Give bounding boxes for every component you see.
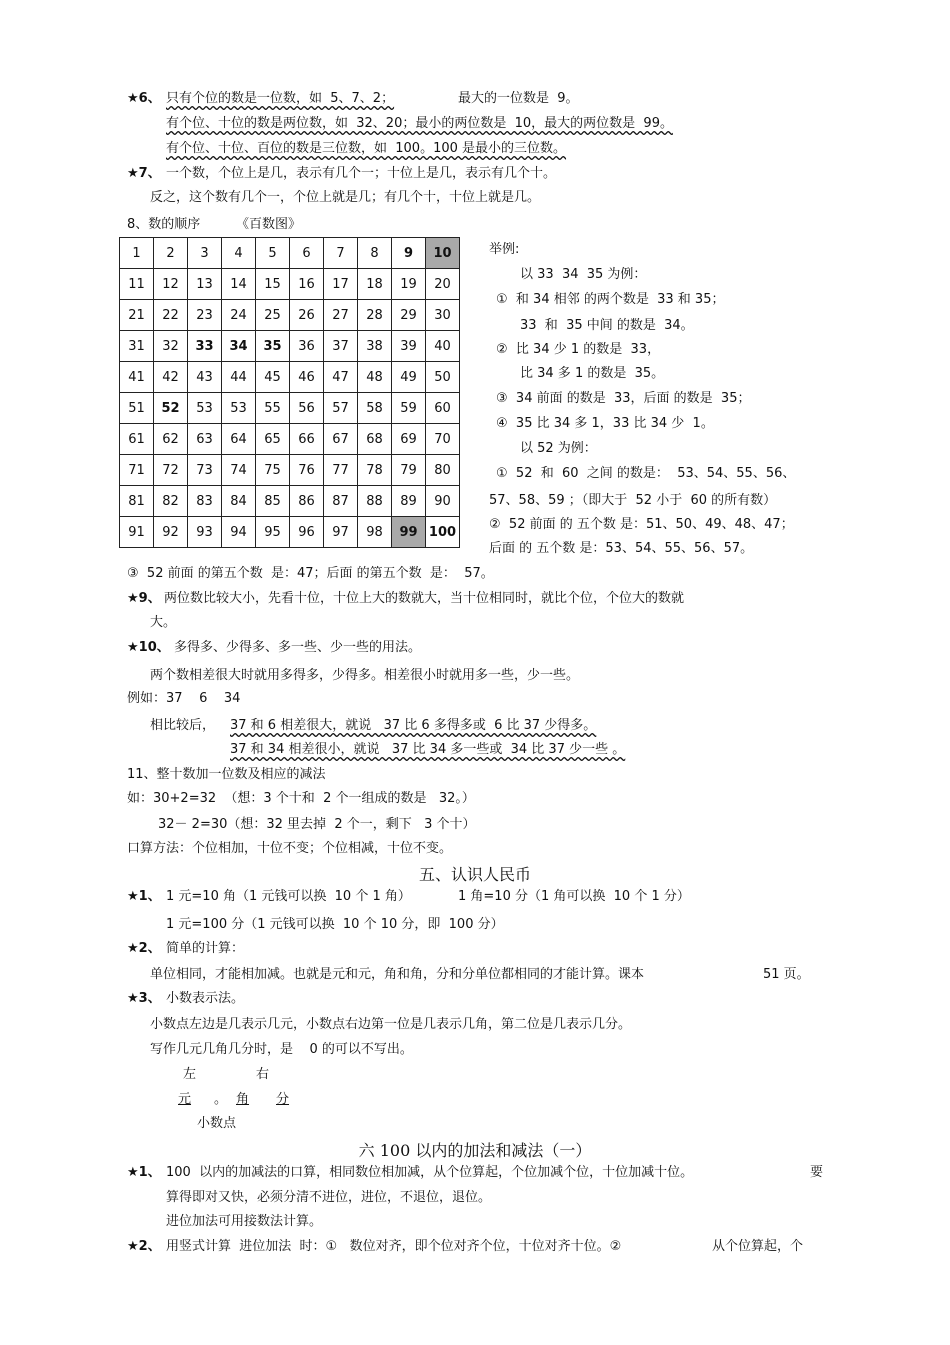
hundred-chart-cell: 46 (290, 362, 324, 393)
hundred-chart-cell: 9 (392, 238, 426, 269)
item-10-line1: 多得多、少得多、多一些、少一些的用法。 (174, 640, 422, 655)
hundred-chart-cell: 34 (222, 331, 256, 362)
hundred-chart-cell: 7 (324, 238, 358, 269)
s6-item-2-line1b: 从个位算起，个 (712, 1239, 804, 1254)
hundred-chart-cell: 39 (392, 331, 426, 362)
decimal-jiao: 角 (236, 1092, 250, 1107)
hundred-chart-cell: 49 (392, 362, 426, 393)
s5-item-3-line2: 小数点左边是几表示几元，小数点右边第一位是几表示几角，第二位是几表示几分。 (150, 1017, 632, 1032)
hundred-chart-row (120, 269, 460, 300)
hundred-chart-cell: 3 (188, 238, 222, 269)
hundred-chart-row (120, 300, 460, 331)
hundred-chart-cell: 93 (188, 517, 222, 548)
hundred-chart-cell: 45 (256, 362, 290, 393)
hundred-chart-cell: 52 (154, 393, 188, 424)
hundred-chart-cell: 8 (358, 238, 392, 269)
hundred-chart-cell: 17 (324, 269, 358, 300)
hundred-chart-cell: 71 (120, 455, 154, 486)
item-6-line2: 有个位、十位的数是两位数，如 32、20；最小的两位数是 10，最大的两位数是 99。 (166, 116, 673, 131)
s6-item-1-line3: 进位加法可用接数法计算。 (166, 1214, 323, 1229)
hundred-chart-cell: 51 (120, 393, 154, 424)
item-11-line1: 如：30+2=32 （想：3 个十和 2 个一组成的数是 32。） (127, 791, 475, 806)
hundred-chart-cell: 53 (188, 393, 222, 424)
hundred-chart-cell: 47 (324, 362, 358, 393)
hundred-chart-cell: 29 (392, 300, 426, 331)
hundred-chart-cell: 2 (154, 238, 188, 269)
hundred-chart-cell: 41 (120, 362, 154, 393)
hundred-chart-cell: 6 (290, 238, 324, 269)
hundred-chart-cell: 36 (290, 331, 324, 362)
hundred-chart-cell: 31 (120, 331, 154, 362)
hundred-chart-cell: 78 (358, 455, 392, 486)
hundred-chart-row (120, 424, 460, 455)
item-10-line2: 两个数相差很大时就用多得多，少得多。相差很小时就用多一些，少一些。 (150, 668, 580, 683)
example-a0: 以 33 34 35 为例： (520, 267, 647, 282)
s5-item-1-line1: 1 元=10 角（1 元钱可以换 10 个 1 角） (166, 889, 411, 904)
hundred-chart-cell: 56 (290, 393, 324, 424)
hundred-chart-cell: 27 (324, 300, 358, 331)
hundred-chart-cell: 21 (120, 300, 154, 331)
hundred-chart-cell: 72 (154, 455, 188, 486)
hundred-chart-row (120, 393, 460, 424)
hundred-chart-cell: 87 (324, 486, 358, 517)
item-10-line4b: 37 和 6 相差很大，就说 37 比 6 多得多或 6 比 37 少得多。 (230, 718, 597, 733)
s5-item-3-star: ★3、 (127, 991, 161, 1006)
hundred-chart-cell: 10 (426, 238, 460, 269)
hundred-chart-row (120, 362, 460, 393)
hundred-chart-cell: 94 (222, 517, 256, 548)
hundred-chart-cell: 80 (426, 455, 460, 486)
hundred-chart-cell: 32 (154, 331, 188, 362)
hundred-chart-cell: 33 (188, 331, 222, 362)
item-7-line1: 一个数，个位上是几，表示有几个一；十位上是几，表示有几个十。 (166, 166, 557, 181)
decimal-fen: 分 (276, 1092, 290, 1107)
hundred-chart-cell: 65 (256, 424, 290, 455)
example-b3: ③ 52 前面 的第五个数 是：47；后面 的第五个数 是： 57。 (127, 566, 494, 581)
hundred-chart-cell: 89 (392, 486, 426, 517)
hundred-chart-cell: 84 (222, 486, 256, 517)
hundred-chart-cell: 26 (290, 300, 324, 331)
hundred-chart-cell: 79 (392, 455, 426, 486)
hundred-chart-cell: 28 (358, 300, 392, 331)
hundred-chart-cell: 100 (426, 517, 460, 548)
hundred-chart-cell: 4 (222, 238, 256, 269)
hundred-chart-cell: 1 (120, 238, 154, 269)
hundred-chart-cell: 75 (256, 455, 290, 486)
s5-item-3-line1: 小数表示法。 (166, 991, 245, 1006)
hundred-chart-row (120, 455, 460, 486)
hundred-chart-cell: 91 (120, 517, 154, 548)
hundred-chart-cell: 20 (426, 269, 460, 300)
decimal-yuan: 元 (178, 1092, 192, 1107)
item-6-line1: 只有个位的数是一位数，如 5、7、2； (166, 91, 395, 106)
example-b1b: 57、58、59 ；（即大于 52 小于 60 的所有数） (489, 493, 777, 508)
hundred-chart-cell: 96 (290, 517, 324, 548)
item-10-line5: 37 和 34 相差很小，就说 37 比 34 多一些或 34 比 37 少一些 。 (230, 742, 626, 757)
hundred-chart-cell: 35 (256, 331, 290, 362)
s5-item-1-line2: 1 元=100 分（1 元钱可以换 10 个 10 分，即 100 分） (166, 917, 504, 932)
s5-item-2-line1: 简单的计算： (166, 941, 245, 956)
section-6-title: 六 100 以内的加法和减法（一） (358, 1141, 592, 1160)
hundred-chart-cell: 11 (120, 269, 154, 300)
example-b1: ① 52 和 60 之间 的数是： 53、54、55、56、 (496, 466, 796, 481)
section-5-title: 五、认识人民币 (418, 865, 531, 884)
item-7-line2: 反之，这个数有几个一，个位上就是几；有几个十，十位上就是几。 (150, 190, 541, 205)
hundred-chart-cell: 42 (154, 362, 188, 393)
item-10-line3: 例如：37 6 34 (127, 691, 241, 706)
hundred-chart-cell: 74 (222, 455, 256, 486)
item-10-star: ★10、 (127, 640, 170, 655)
hundred-chart-cell: 23 (188, 300, 222, 331)
hundred-chart-cell: 37 (324, 331, 358, 362)
hundred-chart-cell: 57 (324, 393, 358, 424)
hundred-chart-cell: 44 (222, 362, 256, 393)
hundred-chart-cell: 67 (324, 424, 358, 455)
item-9-line2: 大。 (150, 615, 177, 630)
hundred-chart-cell: 97 (324, 517, 358, 548)
hundred-chart-cell: 58 (358, 393, 392, 424)
example-b0: 以 52 为例： (520, 441, 597, 456)
hundred-chart-cell: 12 (154, 269, 188, 300)
hundred-chart-cell: 95 (256, 517, 290, 548)
hundred-chart-cell: 43 (188, 362, 222, 393)
hundred-chart-cell: 73 (188, 455, 222, 486)
decimal-point-mark: 。 (214, 1092, 228, 1107)
example-a2b: 比 34 多 1 的数是 35。 (520, 366, 665, 381)
hundred-chart-cell: 83 (188, 486, 222, 517)
example-a1: ① 和 34 相邻 的两个数是 33 和 35； (496, 292, 725, 307)
example-a3: ③ 34 前面 的数是 33，后面 的数是 35； (496, 391, 751, 406)
hundred-chart-row (120, 486, 460, 517)
hundred-chart-cell: 14 (222, 269, 256, 300)
example-a2: ② 比 34 少 1 的数是 33， (496, 342, 661, 357)
hundred-chart-row (120, 238, 460, 269)
item-9-line1: 两位数比较大小，先看十位，十位上大的数就大，当十位相同时，就比个位，个位大的数就 (164, 591, 685, 606)
decimal-right-label: 右 (256, 1067, 270, 1082)
hundred-chart-row (120, 517, 460, 548)
item-8-heading: 8、数的顺序 (127, 217, 201, 232)
item-11-line3: 口算方法：个位相加，十位不变；个位相减，十位不变。 (127, 841, 453, 856)
item-11-heading: 11、整十数加一位数及相应的减法 (127, 767, 326, 782)
hundred-chart-cell: 63 (188, 424, 222, 455)
item-10-line4a: 相比较后， (150, 718, 216, 733)
hundred-chart-cell: 38 (358, 331, 392, 362)
hundred-chart-cell: 30 (426, 300, 460, 331)
hundred-chart-cell: 98 (358, 517, 392, 548)
s6-item-1-line1: 100 以内的加减法的口算，相同数位相加减，从个位算起，个位加减个位，十位加减十位。 (166, 1165, 694, 1180)
hundred-chart-cell: 60 (426, 393, 460, 424)
item-7-star: ★7、 (127, 166, 161, 181)
hundred-chart-cell: 19 (392, 269, 426, 300)
hundred-chart-cell: 81 (120, 486, 154, 517)
hundred-chart-cell: 55 (256, 393, 290, 424)
s5-item-2-star: ★2、 (127, 941, 161, 956)
hundred-chart-cell: 40 (426, 331, 460, 362)
s5-item-3-line3: 写作几元几角几分时，是 0 的可以不写出。 (150, 1042, 413, 1057)
hundred-chart-cell: 68 (358, 424, 392, 455)
hundred-chart-cell: 22 (154, 300, 188, 331)
hundred-chart-cell: 77 (324, 455, 358, 486)
hundred-chart-cell: 99 (392, 517, 426, 548)
hundred-chart-cell: 64 (222, 424, 256, 455)
item-8-subheading: 《百数图》 (236, 217, 302, 232)
s6-item-1-line1b: 要 (810, 1165, 824, 1180)
hundred-chart-cell: 5 (256, 238, 290, 269)
hundred-chart-cell: 48 (358, 362, 392, 393)
hundred-chart-cell: 82 (154, 486, 188, 517)
hundred-chart-cell: 92 (154, 517, 188, 548)
hundred-chart-cell: 18 (358, 269, 392, 300)
hundred-chart-cell: 76 (290, 455, 324, 486)
hundred-chart-cell: 69 (392, 424, 426, 455)
decimal-point-label: 小数点 (197, 1116, 237, 1131)
item-11-line2: 32－ 2=30（想：32 里去掉 2 个一，剩下 3 个十） (158, 817, 476, 832)
hundred-chart-cell: 66 (290, 424, 324, 455)
s5-item-1-star: ★1、 (127, 889, 161, 904)
hundred-chart-cell: 62 (154, 424, 188, 455)
hundred-chart-cell: 16 (290, 269, 324, 300)
item-6-line1b: 最大的一位数是 9。 (458, 91, 579, 106)
hundred-chart-cell: 70 (426, 424, 460, 455)
hundred-chart-cell: 90 (426, 486, 460, 517)
s6-item-2-line1: 用竖式计算 进位加法 时：① 数位对齐，即个位对齐个位，十位对齐十位。② (166, 1239, 622, 1254)
example-a1b: 33 和 35 中间 的数是 34。 (520, 318, 694, 333)
hundred-chart-cell: 53 (222, 393, 256, 424)
hundred-chart-cell: 24 (222, 300, 256, 331)
example-b2: ② 52 前面 的 五个数 是：51、50、49、48、47； (489, 517, 794, 532)
hundred-chart-cell: 88 (358, 486, 392, 517)
s5-item-1-line1b: 1 角=10 分（1 角可以换 10 个 1 分） (458, 889, 690, 904)
examples-heading: 举例: (489, 242, 520, 257)
item-6-star: ★6、 (127, 91, 161, 106)
item-9-star: ★9、 (127, 591, 161, 606)
s6-item-1-line2: 算得即对又快，必须分清不进位，进位，不退位，退位。 (166, 1190, 492, 1205)
hundred-chart-cell: 86 (290, 486, 324, 517)
hundred-chart (119, 237, 460, 548)
example-a4: ④ 35 比 34 多 1，33 比 34 少 1。 (496, 416, 714, 431)
s5-item-2-line2b: 51 页。 (763, 967, 810, 982)
hundred-chart-cell: 15 (256, 269, 290, 300)
s6-item-2-star: ★2、 (127, 1239, 161, 1254)
hundred-chart-cell: 25 (256, 300, 290, 331)
hundred-chart-cell: 13 (188, 269, 222, 300)
decimal-left-label: 左 (183, 1067, 197, 1082)
item-6-line3: 有个位、十位、百位的数是三位数，如 100。100 是最小的三位数。 (166, 141, 567, 156)
s6-item-1-star: ★1、 (127, 1165, 161, 1180)
hundred-chart-cell: 59 (392, 393, 426, 424)
hundred-chart-row (120, 331, 460, 362)
hundred-chart-cell: 85 (256, 486, 290, 517)
s5-item-2-line2: 单位相同，才能相加减。也就是元和元，角和角，分和分单位都相同的才能计算。课本 (150, 967, 645, 982)
hundred-chart-cell: 50 (426, 362, 460, 393)
hundred-chart-cell: 61 (120, 424, 154, 455)
example-b2b: 后面 的 五个数 是：53、54、55、56、57。 (489, 541, 754, 556)
